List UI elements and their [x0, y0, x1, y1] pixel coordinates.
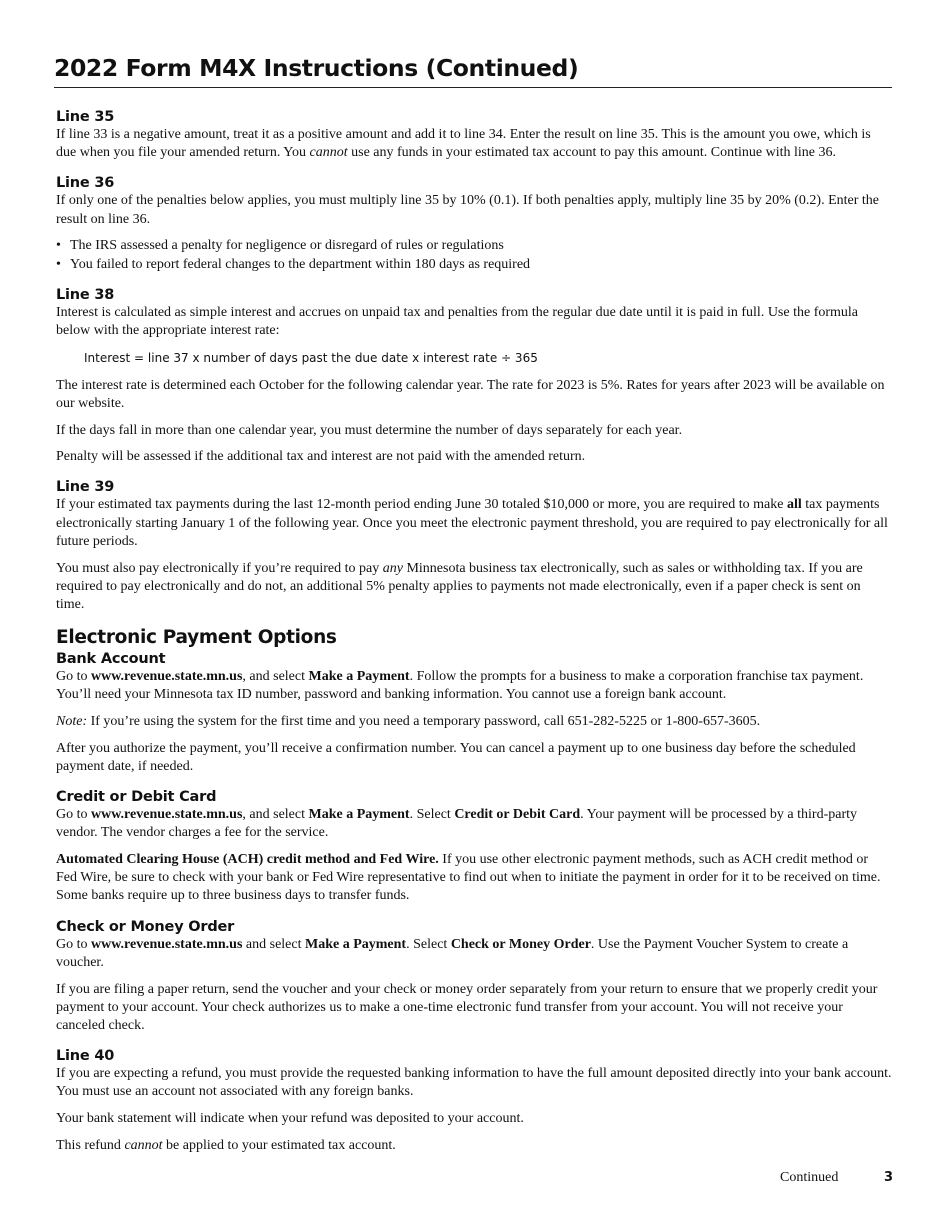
make-a-payment-label: Make a Payment	[308, 669, 410, 685]
ach-label: Automated Clearing House (ACH) credit method and Fed Wire.	[56, 852, 439, 868]
text: Go to	[56, 936, 91, 952]
emphasis: any	[382, 560, 403, 576]
note-label: Note:	[56, 714, 88, 730]
text: . Select	[409, 807, 455, 823]
page-title: 2022 Form M4X Instructions (Continued)	[54, 54, 579, 82]
section-line-40	[56, 1047, 892, 1155]
heading-line-36: Line 36	[56, 175, 115, 192]
text: tax payments electronically starting January 1 of the following year. Once you meet the electronic payment threshold, you are required to pay electronically for all future periods.	[56, 497, 888, 549]
line-39-paragraph-1	[56, 496, 892, 551]
line-35-paragraph	[56, 126, 892, 162]
heading-bank-account: Bank Account	[56, 651, 166, 668]
section-electronic-payment-options	[56, 626, 892, 1035]
website-link[interactable]: www.revenue.state.mn.us	[91, 807, 243, 823]
penalty-list	[56, 237, 892, 273]
text: . Use the Payment Voucher System to create a voucher.	[56, 936, 849, 970]
subsection-credit-debit-card	[56, 788, 892, 906]
ach-paragraph	[56, 851, 892, 906]
section-line-36	[56, 174, 892, 273]
text: Go to	[56, 807, 91, 823]
card-paragraph-1	[56, 806, 892, 842]
document-body	[56, 108, 892, 1164]
line-40-paragraph-2: Your bank statement will indicate when your refund was deposited to your account.	[56, 1111, 524, 1127]
text: If you use other electronic payment methods, such as ACH credit method or Fed Wire, be sure to check with your bank or Fed Wire representative to find out when to initiate the payment in order for it to be received on time. Some banks require up to three business days to transfer funds.	[56, 852, 881, 904]
bold-text: all	[786, 497, 802, 513]
heading-line-35: Line 35	[56, 109, 115, 125]
make-a-payment-label: Make a Payment	[305, 936, 407, 952]
website-link[interactable]: www.revenue.state.mn.us	[91, 936, 243, 952]
heading-line-40: Line 40	[56, 1048, 115, 1065]
interest-formula: Interest = line 37 x number of days past the due date x interest rate ÷ 365	[84, 350, 538, 365]
text: If you’re using the system for the first time and you need a temporary password, call 651-282-5225 or 1-800-657-3605.	[87, 714, 761, 730]
text: , and select	[242, 807, 309, 823]
subsection-check-money-order	[56, 918, 892, 1036]
line-40-paragraph-1: If you are expecting a refund, you must provide the requested banking information to have the full amount deposited directly into your bank account. You must use an account not associated with any foreign banks.	[56, 1066, 892, 1100]
bank-account-note	[56, 713, 892, 731]
emphasis: cannot	[309, 145, 348, 161]
credit-debit-card-label: Credit or Debit Card	[454, 807, 581, 823]
line-38-paragraph-2: The interest rate is determined each October for the following calendar year. The rate for 2023 is 5%. Rates for years after 2023 will be available on our website.	[56, 377, 885, 411]
section-line-35	[56, 108, 892, 162]
text: Minnesota business tax electronically, such as sales or withholding tax. If you are required to pay electronically and do not, an additional 5% penalty applies to payments not made electronically, even if a paper check is sent on time.	[56, 560, 863, 612]
text: If line 33 is a negative amount, treat it as a positive amount and add it to line 34. Enter the result on line 35. This is the amount you owe, which is due when you file your amended return. You	[56, 127, 871, 161]
section-line-39	[56, 478, 892, 614]
heading-credit-debit-card: Credit or Debit Card	[56, 789, 217, 806]
text: be applied to your estimated tax account.	[162, 1137, 396, 1153]
line-36-paragraph: If only one of the penalties below applies, you must multiply line 35 by 10% (0.1). If both penalties apply, multiply line 35 by 20% (0.2). Enter the result on line 36.	[56, 193, 879, 227]
text: . Select	[406, 936, 451, 952]
line-40-paragraph-3	[56, 1137, 892, 1155]
text: You must also pay electronically if you’re required to pay	[56, 560, 383, 576]
text: If your estimated tax payments during the last 12-month period ending June 30 totaled $10,000 or more, you are required to make	[56, 497, 787, 513]
check-money-order-label: Check or Money Order	[450, 936, 591, 952]
list-item: • The IRS assessed a penalty for negligence or disregard of rules or regulations	[56, 237, 892, 255]
line-38-paragraph-3: If the days fall in more than one calendar year, you must determine the number of days separately for each year.	[56, 422, 683, 438]
make-a-payment-label: Make a Payment	[308, 807, 410, 823]
heading-electronic-payment-options: Electronic Payment Options	[56, 627, 337, 649]
text: This refund	[56, 1137, 125, 1153]
heading-check-money-order: Check or Money Order	[56, 918, 235, 935]
text: , and select	[242, 669, 309, 685]
website-link[interactable]: www.revenue.state.mn.us	[91, 669, 243, 685]
heading-line-39: Line 39	[56, 479, 115, 496]
heading-line-38: Line 38	[56, 286, 115, 303]
text: Go to	[56, 669, 91, 685]
page-number: 3	[884, 1170, 894, 1185]
line-38-paragraph-1: Interest is calculated as simple interest and accrues on unpaid tax and penalties from the regular due date until it is paid in full. Use the formula below with the appropriate interest rate:	[56, 304, 859, 338]
line-38-paragraph-4: Penalty will be assessed if the additional tax and interest are not paid with the amended return.	[56, 449, 586, 465]
subsection-bank-account	[56, 650, 892, 776]
list-item: • You failed to report federal changes to the department within 180 days as required	[56, 256, 892, 274]
title-rule	[54, 87, 892, 88]
text: and select	[242, 936, 305, 952]
check-paragraph-1	[56, 936, 892, 972]
text: . Your payment will be processed by a third-party vendor. The vendor charges a fee for the service.	[56, 807, 858, 841]
text: use any funds in your estimated tax account to pay this amount. Continue with line 36.	[347, 145, 836, 161]
check-paragraph-2: If you are filing a paper return, send the voucher and your check or money order separately from your return to ensure that we properly credit your payment to your account. Your check authorizes us to make a one-time electronic fund transfer from your account. You will not receive your canceled check.	[56, 981, 878, 1033]
emphasis: cannot	[124, 1137, 163, 1153]
bank-account-paragraph-1	[56, 668, 892, 704]
section-line-38	[56, 286, 892, 467]
bank-account-paragraph-3: After you authorize the payment, you’ll receive a confirmation number. You can cancel a payment up to one business day before the scheduled payment date, if needed.	[56, 740, 856, 774]
footer-continued: Continued	[780, 1170, 839, 1185]
line-39-paragraph-2	[56, 560, 892, 615]
text: . Follow the prompts for a business to make a corporation franchise tax payment. You’ll need your Minnesota tax ID number, password and banking information. You cannot use a foreign bank account.	[56, 669, 864, 703]
